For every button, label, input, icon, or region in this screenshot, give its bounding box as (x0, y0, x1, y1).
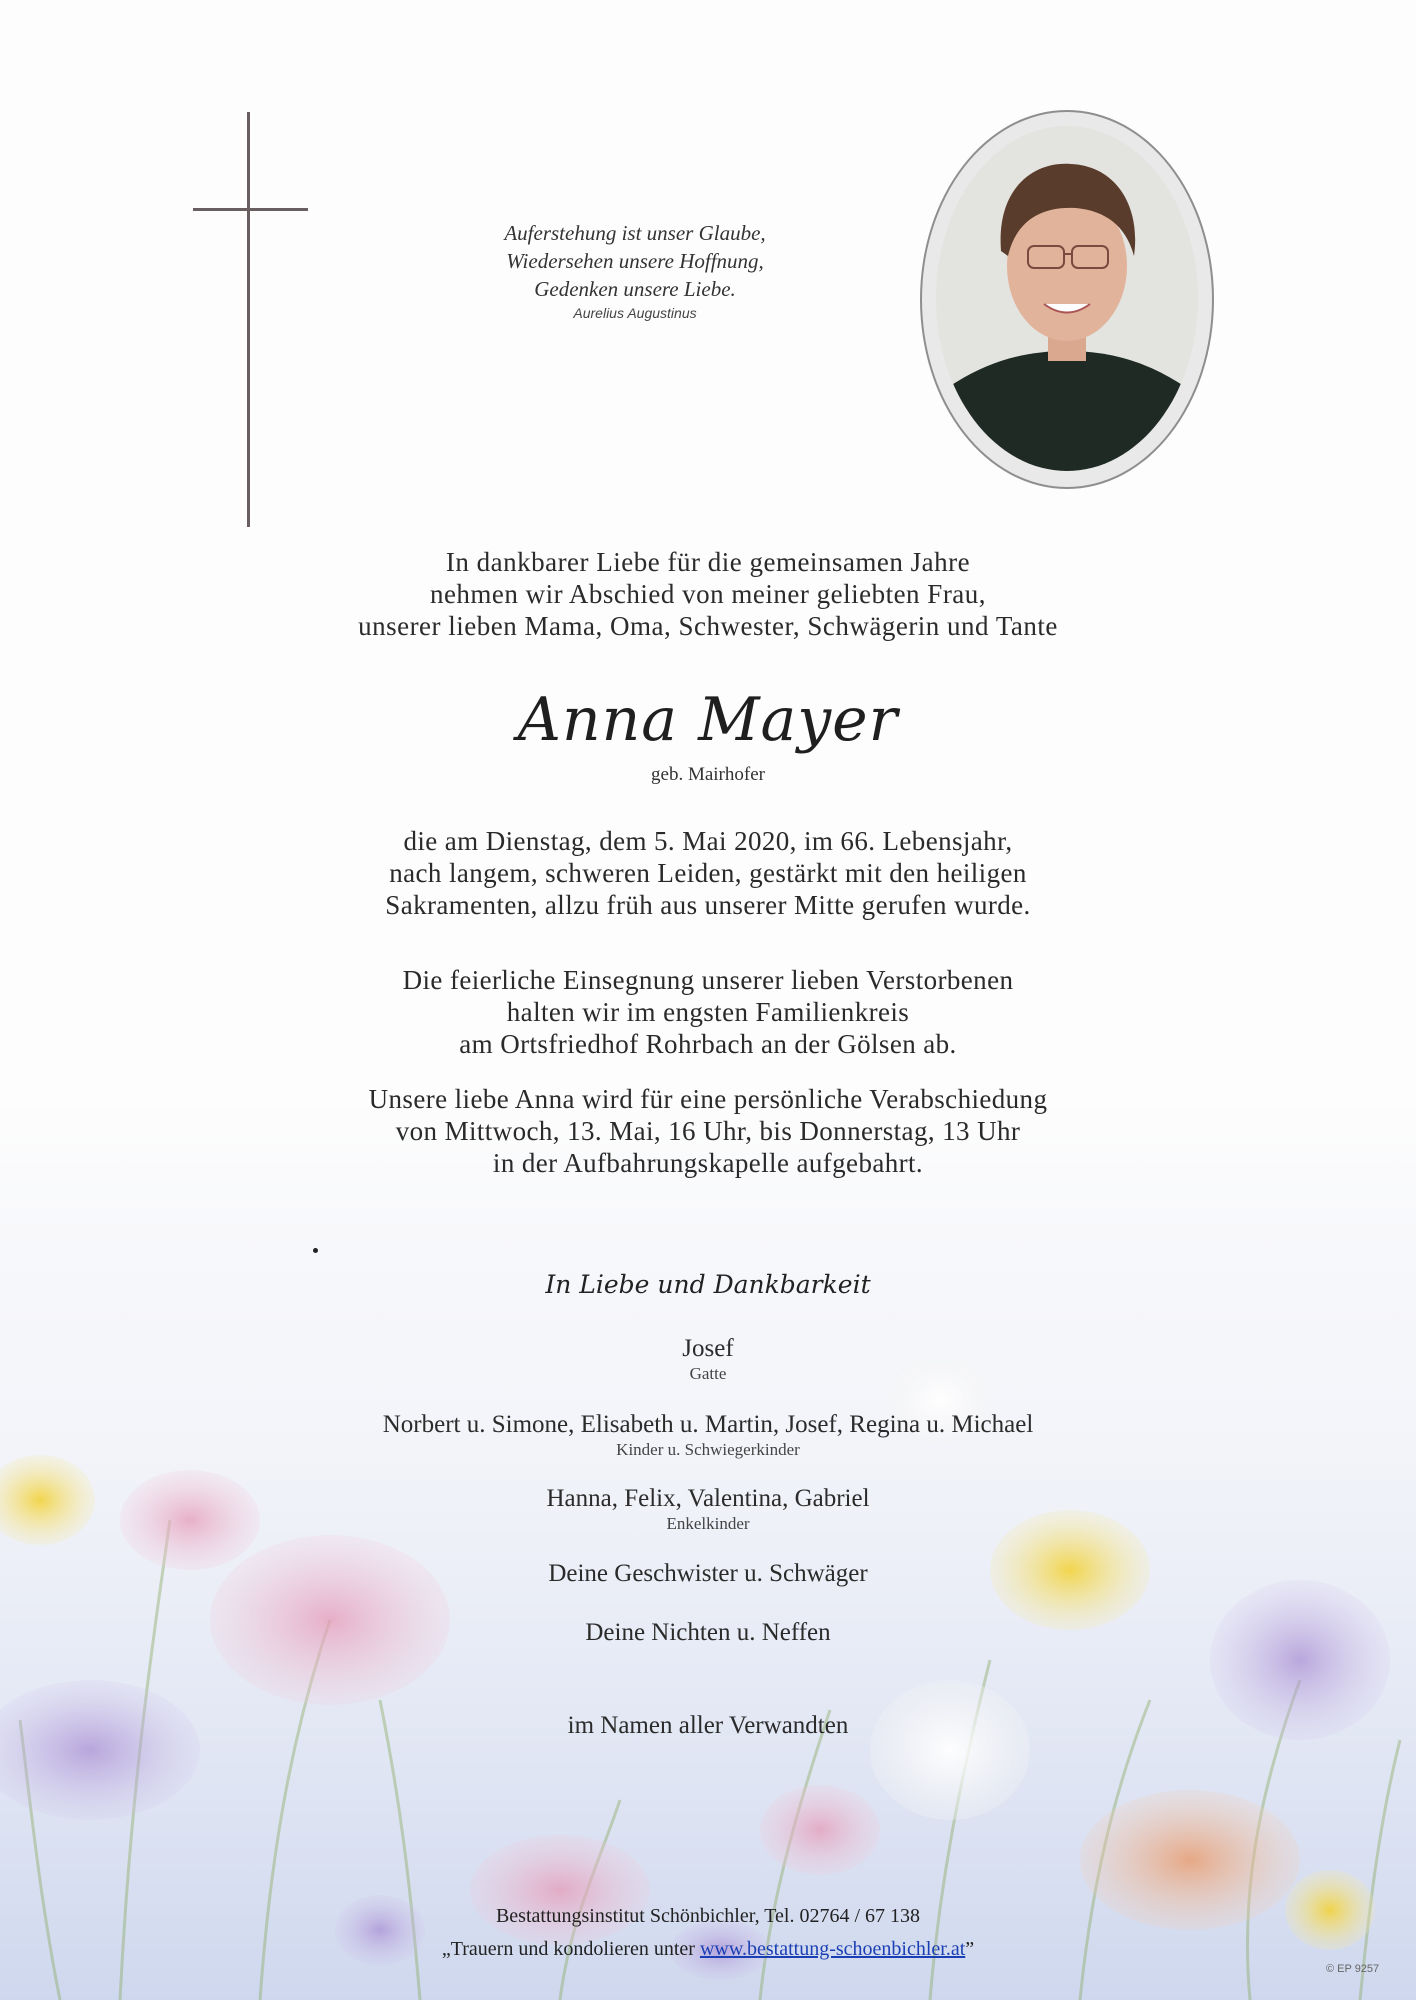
maiden-name: geb. Mairhofer (651, 764, 765, 785)
death-notice (200, 825, 1216, 921)
mourner-relatives (200, 1712, 1216, 1740)
intro-line: unserer lieben Mama, Oma, Schwester, Schwägerin und Tante (358, 611, 1058, 641)
cross-icon-vertical (247, 112, 250, 527)
mourners-heading: In Liebe und Dankbarkeit (545, 1270, 871, 1299)
mourner-names: im Namen aller Verwandten (567, 1712, 849, 1739)
ceremony-line: am Ortsfriedhof Rohrbach an der Gölsen ab. (459, 1029, 957, 1059)
condolence-link[interactable]: www.bestattung-schoenbichler.at (699, 1938, 966, 1960)
death-notice-line: nach langem, schweren Leiden, gestärkt mit den heiligen (389, 858, 1027, 888)
print-code: © EP 9257 (1326, 1963, 1380, 1975)
ceremony-line: halten wir im engsten Familienkreis (506, 997, 910, 1027)
deceased-name: Anna Mayer (517, 685, 899, 755)
intro-text (200, 546, 1216, 642)
death-notice-line: die am Dienstag, dem 5. Mai 2020, im 66. Lebensjahr, (403, 826, 1013, 856)
intro-line: In dankbarer Liebe für die gemeinsamen Jahre (445, 547, 971, 577)
portrait-photo (936, 126, 1198, 471)
quote-line: Wiedersehen unsere Hoffnung, (506, 249, 764, 273)
condolence-line (200, 1938, 1216, 1961)
condolence-suffix: ” (965, 1938, 975, 1960)
viewing-line: Unsere liebe Anna wird für eine persönliche Verabschiedung (368, 1084, 1048, 1114)
floral-background (0, 1100, 1416, 2000)
death-notice-line: Sakramenten, allzu früh aus unserer Mitte gerufen wurde. (385, 890, 1031, 920)
mourner-nieces (200, 1619, 1216, 1647)
viewing-line: von Mittwoch, 13. Mai, 16 Uhr, bis Donnerstag, 13 Uhr (395, 1116, 1021, 1146)
mourner-role: Enkelkinder (666, 1514, 750, 1533)
mourner-grandchildren (200, 1485, 1216, 1534)
mourner-role: Gatte (689, 1364, 727, 1383)
mourner-siblings (200, 1560, 1216, 1588)
memorial-quote (400, 219, 870, 303)
mourner-role: Kinder u. Schwiegerkinder (616, 1440, 800, 1459)
viewing-notice (200, 1083, 1216, 1179)
mourner-names: Deine Geschwister u. Schwäger (548, 1560, 868, 1587)
mourner-children (200, 1411, 1216, 1460)
ceremony-notice (200, 964, 1216, 1060)
mourner-names: Norbert u. Simone, Elisabeth u. Martin, Josef, Regina u. Michael (382, 1411, 1034, 1438)
speck (313, 1248, 318, 1253)
quote-line: Gedenken unsere Liebe. (534, 277, 736, 301)
mourner-names: Josef (682, 1335, 734, 1362)
ceremony-line: Die feierliche Einsegnung unserer lieben Verstorbenen (402, 965, 1014, 995)
quote-line: Auferstehung ist unser Glaube, (504, 221, 766, 245)
viewing-line: in der Aufbahrungskapelle aufgebahrt. (492, 1148, 924, 1178)
quote-author: Aurelius Augustinus (573, 305, 697, 321)
intro-line: nehmen wir Abschied von meiner geliebten Frau, (429, 579, 987, 609)
mourner-names: Hanna, Felix, Valentina, Gabriel (546, 1485, 870, 1512)
mourner-spouse (200, 1335, 1216, 1384)
cross-icon-horizontal (193, 208, 308, 211)
funeral-home-contact: Bestattungsinstitut Schönbichler, Tel. 02764 / 67 138 (495, 1905, 921, 1927)
condolence-prefix: „Trauern und kondolieren unter (441, 1938, 700, 1960)
mourner-names: Deine Nichten u. Neffen (585, 1619, 831, 1646)
